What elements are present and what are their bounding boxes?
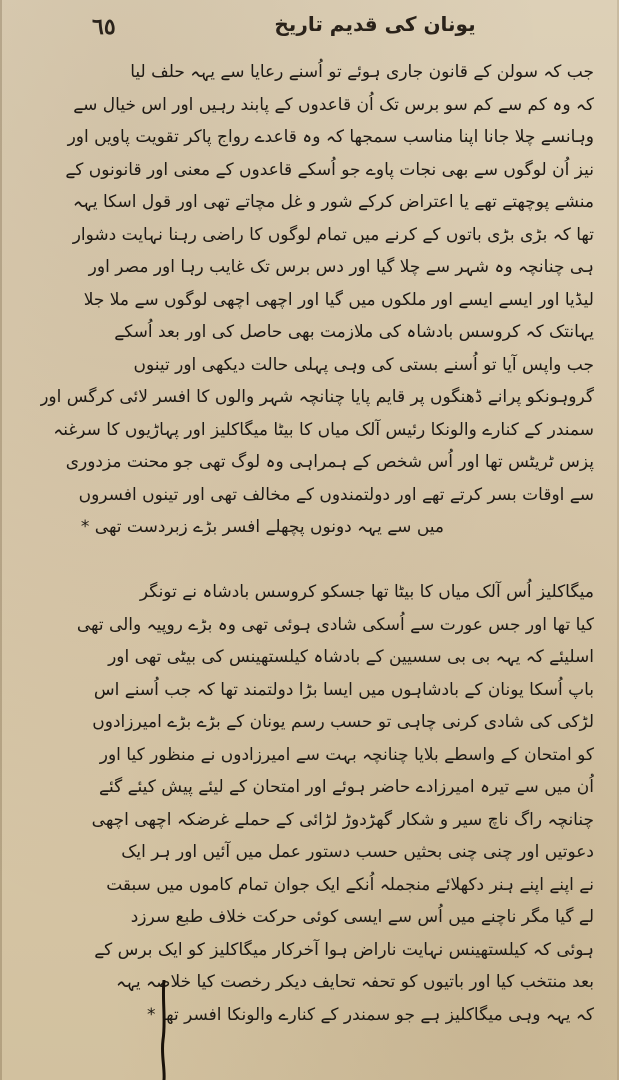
page-number: ٦٥ — [92, 14, 116, 40]
text-line: جب کہ سولن کے قانون جاری ہوئے تو اُسنے رعایا سے یہہ حلف لیا — [130, 62, 594, 82]
text-line: وہانسے چلا جانا اپنا مناسب سمجھا کہ وہ قاعدے رواج پاکر تقویت پاویں اور — [67, 127, 594, 147]
text-line: کو امتحان کے واسطے بلایا چنانچہ بہت سے امیرزادوں نے منظور کیا اور — [99, 744, 594, 765]
text-line: دعوتیں اور چنی چنی بحثیں حسب دستور عمل میں آئیں اور ہر ایک — [121, 842, 594, 862]
text-line: یہانتک کہ کروسس بادشاہ کی ملازمت بھی حاصل کی اور بعد اُسکے — [114, 322, 594, 342]
text-line: گروہونکو پرانے ڈھنگوں پر قایم پایا چنانچہ شہر والوں کا افسر لائی کرگس اور — [40, 387, 594, 407]
page-header — [0, 10, 619, 50]
text-line: نیز اُن لوگوں سے بھی نجات پاوے جو اُسکے قاعدوں کے معنی اور قانونوں کے — [65, 159, 594, 180]
text-line: سے اوقات بسر کرتے تھے اور دولتمندوں کے مخالف تھی اور تینوں افسروں — [78, 484, 594, 505]
text-line: لڑکی کی شادی کرنی چاہی تو حسب رسم یونان کے بڑے بڑے امیرزادوں — [92, 712, 594, 732]
text-line: میں سے یہہ دونوں پچھلے افسر بڑے زبردست تھی * — [80, 517, 444, 537]
text-line: پزس ٹریٹس تھا اور اُس شخص کے ہمراہی وہ لوگ تھی جو محنت مزدوری — [65, 452, 594, 472]
text-line: جب واپس آیا تو اُسنے بستی کی وہی پہلی حالت دیکھی اور تینوں — [133, 354, 594, 375]
text-line: نے اپنے اپنے ہنر دکھلائے منجملہ اُنکے ایک جوان تمام کاموں میں سبقت — [106, 874, 594, 895]
text-line: باپ اُسکا یونان کے بادشاہوں میں ایسا بڑا دولتمند تھا کہ جب اُسنے اس — [93, 679, 594, 700]
text-line: منشے پوچھتے تھے یا اعتراض کرکے شور و غل مچاتے تھی اور قول اسکا یہہ — [72, 192, 594, 212]
text-line: کہ وہ کم سے کم سو برس تک اُن قاعدوں کے پابند رہیں اور اس خیال سے — [73, 94, 594, 115]
text-line: ہی چنانچہ وہ شہر سے چلا گیا اور دس برس تک غایب رہا اور مصر اور — [88, 257, 594, 277]
text-line: کیا تھا اور جس عورت سے اُسکی شادی ہوئی تھی وہ بڑے روپیہ والی تھی — [76, 614, 594, 635]
text-line: کہ یہہ وہی میگاکلیز ہے جو سمندر کے کنارے والونکا افسر تھا * — [147, 1004, 594, 1025]
paragraph-2 — [40, 576, 594, 1031]
text-line: میگاکلیز اُس آلک میاں کا بیٹا تھا جسکو کروسس بادشاہ نے تونگر — [139, 582, 594, 602]
text-line: لیڈیا اور ایسے ایسے اور ملکوں میں گیا اور اچھی اچھی لوگوں سے ملا جلا — [83, 289, 594, 310]
text-line: اُن میں سے تیرہ امیرزادے حاضر ہوئے اور امتحان کے لیئے پیش کیئے گئے — [98, 777, 594, 797]
text-line: لے گیا مگر ناچنے میں اُس سے ایسی کوئی حرکت خلاف طبع سرزد — [130, 907, 594, 927]
text-line: تھا کہ بڑی بڑی باتوں کے کرنے میں تمام لوگوں کا راضی رہنا نہایت دشوار — [72, 224, 594, 245]
text-line: ہوئی کہ کیلستھینس نہایت ناراض ہوا آخرکار میگاکلیز کو ایک برس کے — [94, 939, 594, 960]
text-line: بعد منتخب کیا اور باتیوں کو تحفہ تحایف دیکر رخصت کیا خلاصہ یہہ — [115, 972, 594, 992]
running-title: یونان کی قدیم تاریخ — [274, 12, 476, 36]
text-line: چنانچہ راگ ناچ سیر و شکار گھڑدوڑ لڑائی کے حملے غرضکہ اچھی اچھی — [91, 809, 594, 830]
text-line: اسلیئے کہ یہہ بی بی سسیین کے بادشاہ کیلستھینس کی بیٹی تھی اور — [108, 647, 594, 667]
paragraph-1 — [40, 56, 594, 544]
text-line: سمندر کے کنارے والونکا رئیس آلک میاں کا بیٹا میگاکلیز اور پہاڑیوں کا سرغنہ — [53, 419, 594, 440]
ink-mark — [155, 980, 173, 1080]
